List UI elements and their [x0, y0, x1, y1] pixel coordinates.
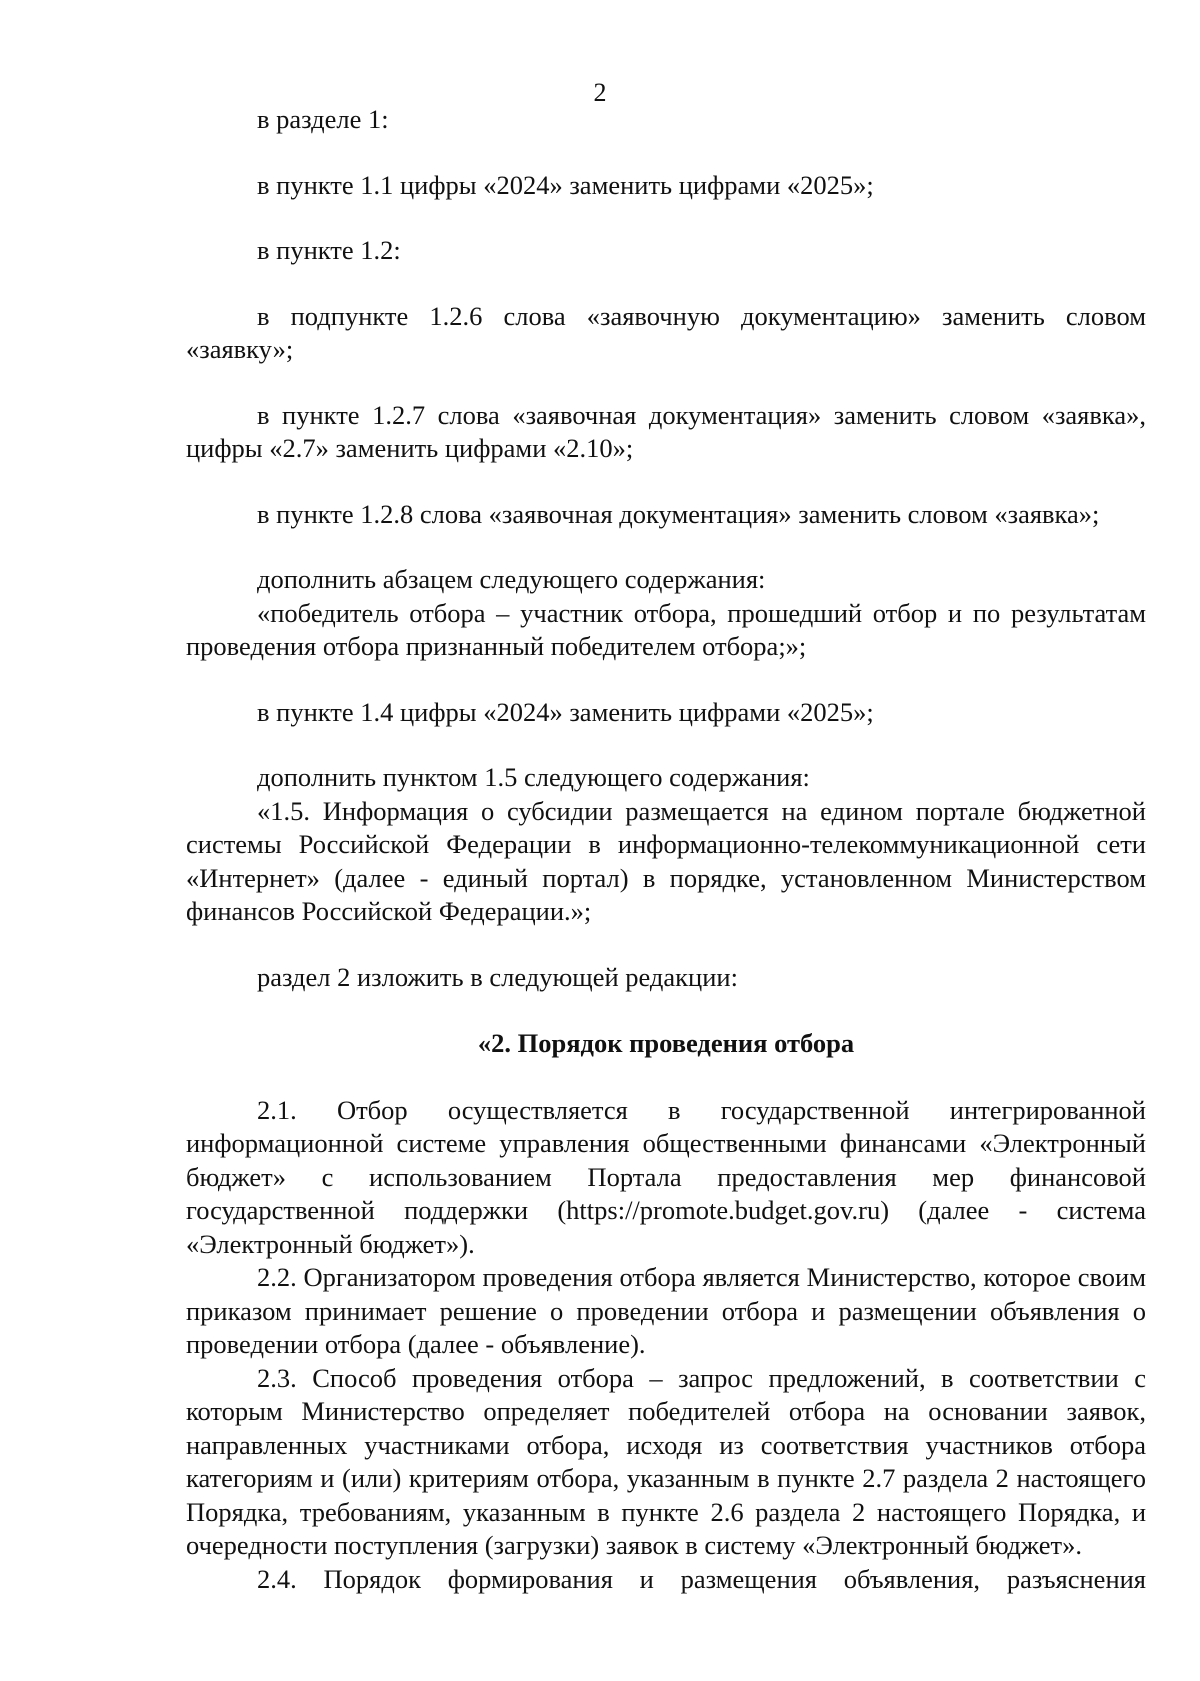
paragraph-item-1-4: в пункте 1.4 цифры «2024» заменить цифрами «2025»;: [257, 696, 874, 727]
paragraph-winner-definition: «победитель отбора – участник отбора, прошедший отбор и по результатам проведения отбора признанный победителем отбора;»;: [186, 597, 1146, 661]
paragraph-item-1-2: в пункте 1.2:: [257, 235, 401, 265]
paragraph-subitem-1-2-6: в подпункте 1.2.6 слова «заявочную документацию» заменить словом «заявку»;: [186, 300, 1146, 364]
clause-2-3: 2.3. Способ проведения отбора – запрос предложений, в соответствии с которым Министерство определяет победителей отбора на основании заявок, направленных участниками отбора, исходя из соответствия участников отбора категориям и (или) критериям отбора, указанным в пункте 2.7 раздела 2 настоящего Порядка, требованиям, указанным в пункте 2.6 раздела 2 настоящего Порядка, и очередности поступления (загрузки) заявок в систему «Электронный бюджет».: [186, 1362, 1146, 1560]
paragraph-item-1-2-7: в пункте 1.2.7 слова «заявочная документация» заменить словом «заявка», цифры «2.7» заменить цифрами «2.10»;: [186, 399, 1146, 463]
clause-2-1: 2.1. Отбор осуществляется в государственной интегрированной информационной системе управления общественными финансами «Электронный бюджет» с использованием Портала предоставления мер финансовой государственной поддержки (https://promote.budget.gov.ru) (далее - система «Электронный бюджет»).: [186, 1094, 1146, 1259]
paragraph-section1-intro: в разделе 1:: [257, 104, 389, 134]
page-number: 2: [593, 78, 607, 107]
clause-2-4: 2.4. Порядок формирования и размещения объявления, разъяснения: [257, 1563, 1146, 1594]
paragraph-add-abzac: дополнить абзацем следующего содержания:: [257, 564, 766, 594]
document-body: [186, 103, 1146, 1596]
paragraph-item-1-5-text: «1.5. Информация о субсидии размещается на едином портале бюджетной системы Российской Федерации в информационно-телекоммуникационной сети «Интернет» (далее - единый портал) в порядке, установленном Министерством финансов Российской Федерации.»;: [186, 795, 1146, 926]
paragraph-item-1-1: в пункте 1.1 цифры «2024» заменить цифрами «2025»;: [257, 169, 874, 200]
clause-2-2: 2.2. Организатором проведения отбора является Министерство, которое своим приказом принимает решение о проведении отбора и размещении объявления о проведении отбора (далее - объявление).: [186, 1262, 1146, 1359]
paragraph-add-item-1-5: дополнить пунктом 1.5 следующего содержания:: [257, 762, 810, 792]
paragraph-section2-intro: раздел 2 изложить в следующей редакции:: [257, 961, 738, 992]
section-heading: «2. Порядок проведения отбора: [477, 1028, 855, 1058]
paragraph-item-1-2-8: в пункте 1.2.8 слова «заявочная документация» заменить словом «заявка»;: [257, 498, 1100, 529]
